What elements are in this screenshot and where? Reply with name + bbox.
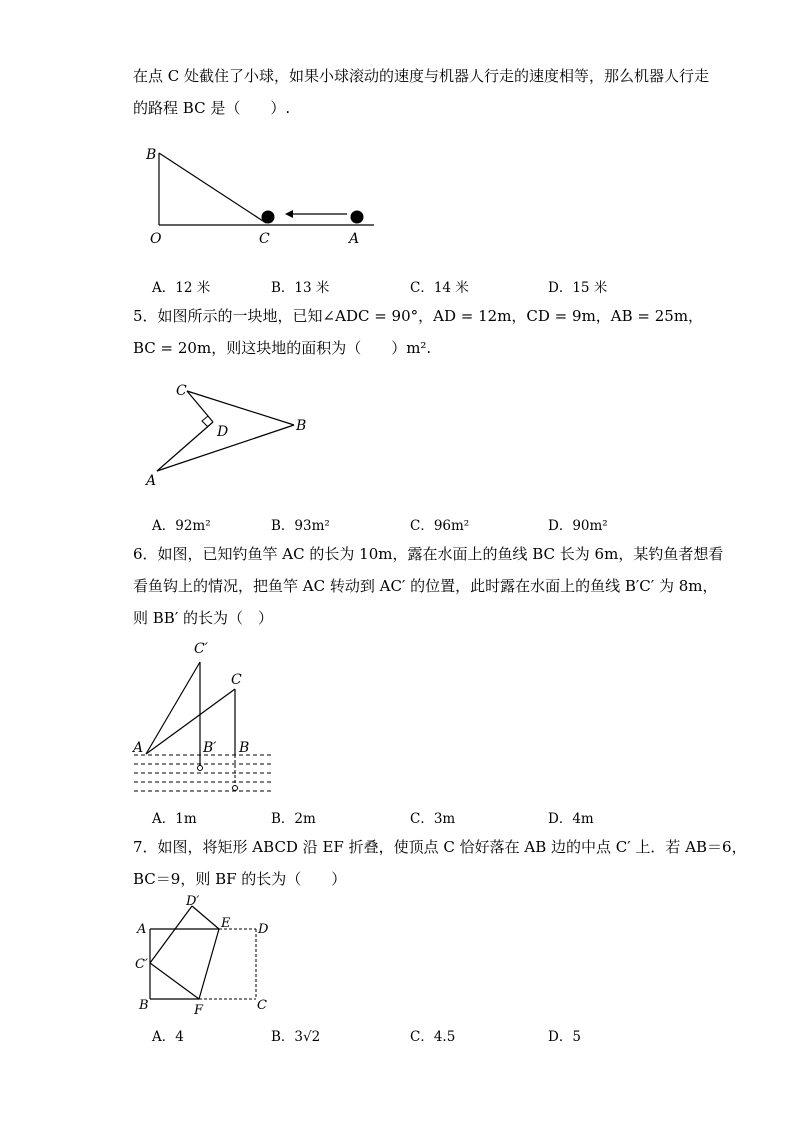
q6-label-B-prime: B′ [203, 740, 217, 756]
q4-text-line-2: 的路程 BC 是（ ）. [133, 99, 291, 117]
q4-label-B: B [146, 147, 157, 163]
q7-option-a[interactable]: A．4 [152, 1029, 184, 1045]
q7-option-b[interactable]: B．3√2 [271, 1029, 321, 1045]
q6-rod-AC [146, 689, 235, 754]
q7-text-line-1: 7．如图，将矩形 ABCD 沿 EF 折叠，使顶点 C 恰好落在 AB 边的中点 C′ 上．若 AB＝6， [133, 838, 747, 856]
q7-label-D-prime: D′ [186, 894, 200, 909]
q5-option-c[interactable]: C．96m² [410, 518, 470, 534]
q7-option-c[interactable]: C．4.5 [410, 1029, 456, 1045]
q5-option-b[interactable]: B．93m² [271, 518, 330, 534]
q7-label-E: E [221, 916, 231, 931]
q4-label-O: O [150, 231, 162, 247]
q4-label-C: C [259, 231, 270, 247]
q4-segment-BC [159, 153, 266, 223]
q6-figure [128, 632, 278, 800]
q5-text-line-2: BC = 20m，则这块地的面积为（ ）m². [133, 339, 432, 357]
q5-figure [140, 375, 320, 493]
q5-option-a[interactable]: A．92m² [152, 518, 211, 534]
q6-hook-B-prime [198, 766, 203, 771]
q5-text-line-1: 5．如图所示的一块地，已知∠ADC = 90°，AD = 12m，CD = 9m，AB = 25m， [133, 307, 704, 325]
q6-text-line-2: 看鱼钩上的情况，把鱼竿 AC 转动到 AC′ 的位置，此时露在水面上的鱼线 B′C′ 为 8m， [133, 577, 718, 595]
q4-figure [140, 140, 385, 250]
q4-label-A: A [349, 231, 360, 247]
q4-option-b[interactable]: B．13 米 [271, 280, 330, 296]
q5-label-B: B [296, 418, 307, 434]
q5-right-angle-mark [202, 416, 208, 427]
q4-ball-C [262, 211, 275, 224]
q6-text-line-1: 6．如图，已知钓鱼竿 AC 的长为 10m，露在水面上的鱼线 BC 长为 6m，某钓鱼者想看 [133, 545, 724, 563]
q7-option-d[interactable]: D．5 [548, 1029, 581, 1045]
q4-ball-A [351, 211, 364, 224]
q5-label-C: C [176, 383, 187, 399]
q6-label-C: C [231, 672, 242, 688]
q6-label-A: A [133, 740, 144, 756]
q4-option-d[interactable]: D．15 米 [548, 280, 608, 296]
q5-label-A: A [146, 473, 157, 489]
q6-option-a[interactable]: A．1m [152, 811, 197, 827]
q7-label-C: C [257, 998, 267, 1013]
q6-text-line-3: 则 BB′ 的长为（ ） [133, 609, 273, 627]
q5-segment-DA [157, 422, 213, 471]
q5-option-d[interactable]: D．90m² [548, 518, 608, 534]
q7-label-C-prime: C′ [135, 957, 148, 972]
q4-option-a[interactable]: A．12 米 [152, 280, 211, 296]
q5-label-D: D [217, 424, 229, 440]
q7-text-line-2: BC＝9，则 BF 的长为（ ） [133, 870, 347, 888]
q7-figure [134, 893, 279, 1021]
q7-fold-C-prime-D-prime [150, 906, 192, 963]
q6-label-B: B [239, 740, 250, 756]
q6-option-c[interactable]: C．3m [410, 811, 456, 827]
q4-option-c[interactable]: C．14 米 [410, 280, 469, 296]
q7-fold-D-prime-E [192, 906, 219, 929]
q7-label-B: B [139, 998, 149, 1013]
q6-label-C-prime: C′ [194, 641, 208, 657]
q4-text-line-1: 在点 C 处截住了小球，如果小球滚动的速度与机器人行走的速度相等，那么机器人行走 [133, 67, 710, 85]
q7-label-D: D [258, 922, 269, 937]
q7-fold-EF [199, 929, 219, 999]
q7-fold-C-prime-F [150, 963, 199, 999]
q4-arrow-head [285, 210, 293, 218]
q6-option-b[interactable]: B．2m [271, 811, 316, 827]
q6-hook-B [233, 786, 238, 791]
q6-rod-AC-prime [146, 662, 200, 754]
q6-option-d[interactable]: D．4m [548, 811, 594, 827]
q7-label-F: F [194, 1003, 204, 1018]
q7-label-A: A [137, 922, 147, 937]
